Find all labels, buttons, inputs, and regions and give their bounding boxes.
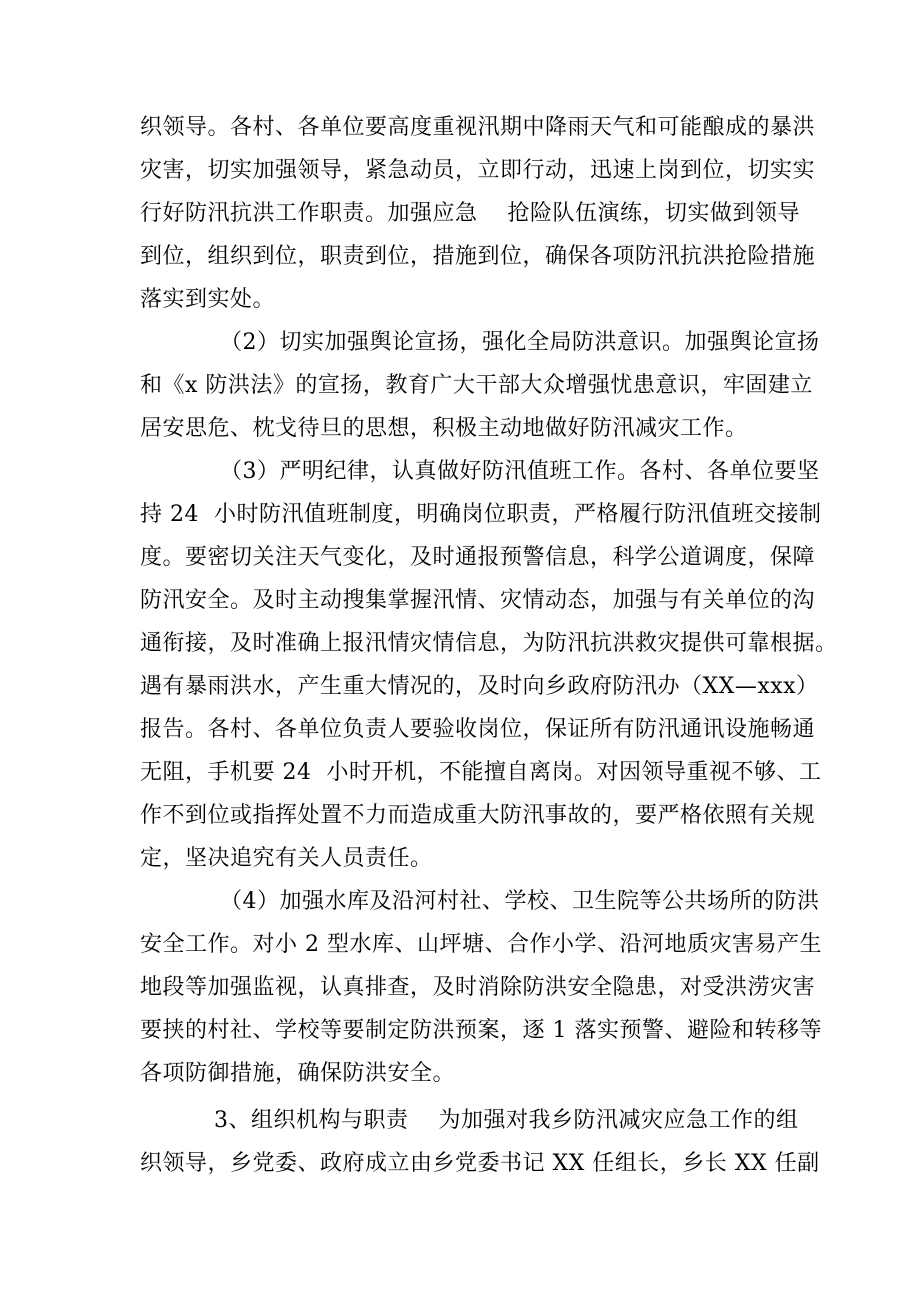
text-line: 定，坚决追究有关人员责任。 — [140, 846, 433, 871]
text-line: 要挟的村社、学校等要制定防洪预案，逐 1 落实预警、避险和转移等 — [140, 1018, 822, 1043]
paragraph-3-heading: （3）严明纪律，认真做好防汛值班工作。各村、各单位要坚 — [220, 459, 820, 484]
text-line: 度。要密切关注天气变化，及时通报预警信息，科学公道调度，保障 — [140, 545, 816, 570]
paragraph-2-heading: （2）切实加强舆论宣扬，强化全局防洪意识。加强舆论宣扬 — [220, 330, 820, 355]
text-line: 无阻，手机要 24 小时开机，不能擅自离岗。对因领导重视不够、工 — [140, 760, 822, 785]
text-line: 作不到位或指挥处置不力而造成重大防汛事故的，要严格依照有关规 — [140, 803, 816, 828]
text-line: 各项防御措施，确保防洪安全。 — [140, 1061, 456, 1086]
text-line: 通衔接，及时准确上报汛情灾情信息，为防汛抗洪救灾提供可靠根据。 — [140, 631, 838, 656]
text-line: 居安思危、枕戈待旦的思想，积极主动地做好防汛减灾工作。 — [140, 416, 748, 441]
text-line: 安全工作。对小 2 型水库、山坪塘、合作小学、沿河地质灾害易产生 — [140, 932, 822, 957]
text-line: 和《x 防洪法》的宣扬，教育广大干部大众增强忧患意识，牢固建立 — [140, 373, 813, 398]
text-line: 到位，组织到位，职责到位，措施到位，确保各项防汛抗洪抢险措施 — [140, 244, 816, 269]
paragraph-4-heading: （4）加强水库及沿河村社、学校、卫生院等公共场所的防洪 — [220, 889, 820, 914]
text-line: 织领导。各村、各单位要高度重视汛期中降雨天气和可能酿成的暴洪 — [140, 115, 816, 140]
text-line: 落实到实处。 — [140, 287, 276, 312]
text-line: 报告。各村、各单位负责人要验收岗位，保证所有防汛通讯设施畅通 — [140, 717, 816, 742]
text-line: 防汛安全。及时主动搜集掌握汛情、灾情动态，加强与有关单位的沟 — [140, 588, 816, 613]
text-line: 织领导，乡党委、政府成立由乡党委书记 XX 任组长，乡长 XX 任副 — [140, 1151, 820, 1176]
section-3-heading: 3、组织机构与职责 为加强对我乡防汛减灾应急工作的组 — [214, 1108, 799, 1133]
text-line: 持 24 小时防汛值班制度，明确岗位职责，严格履行防汛值班交接制 — [140, 502, 822, 527]
text-line: 灾害，切实加强领导，紧急动员，立即行动，迅速上岗到位，切实实 — [140, 158, 816, 183]
text-line: 遇有暴雨洪水，产生重大情况的，及时向乡政府防汛办（XX—xxx） — [140, 674, 819, 699]
text-line: 地段等加强监视，认真排查，及时消除防洪安全隐患，对受洪涝灾害 — [140, 975, 816, 1000]
text-line: 行好防汛抗洪工作职责。加强应急 抢险队伍演练，切实做到领导 — [140, 201, 800, 226]
